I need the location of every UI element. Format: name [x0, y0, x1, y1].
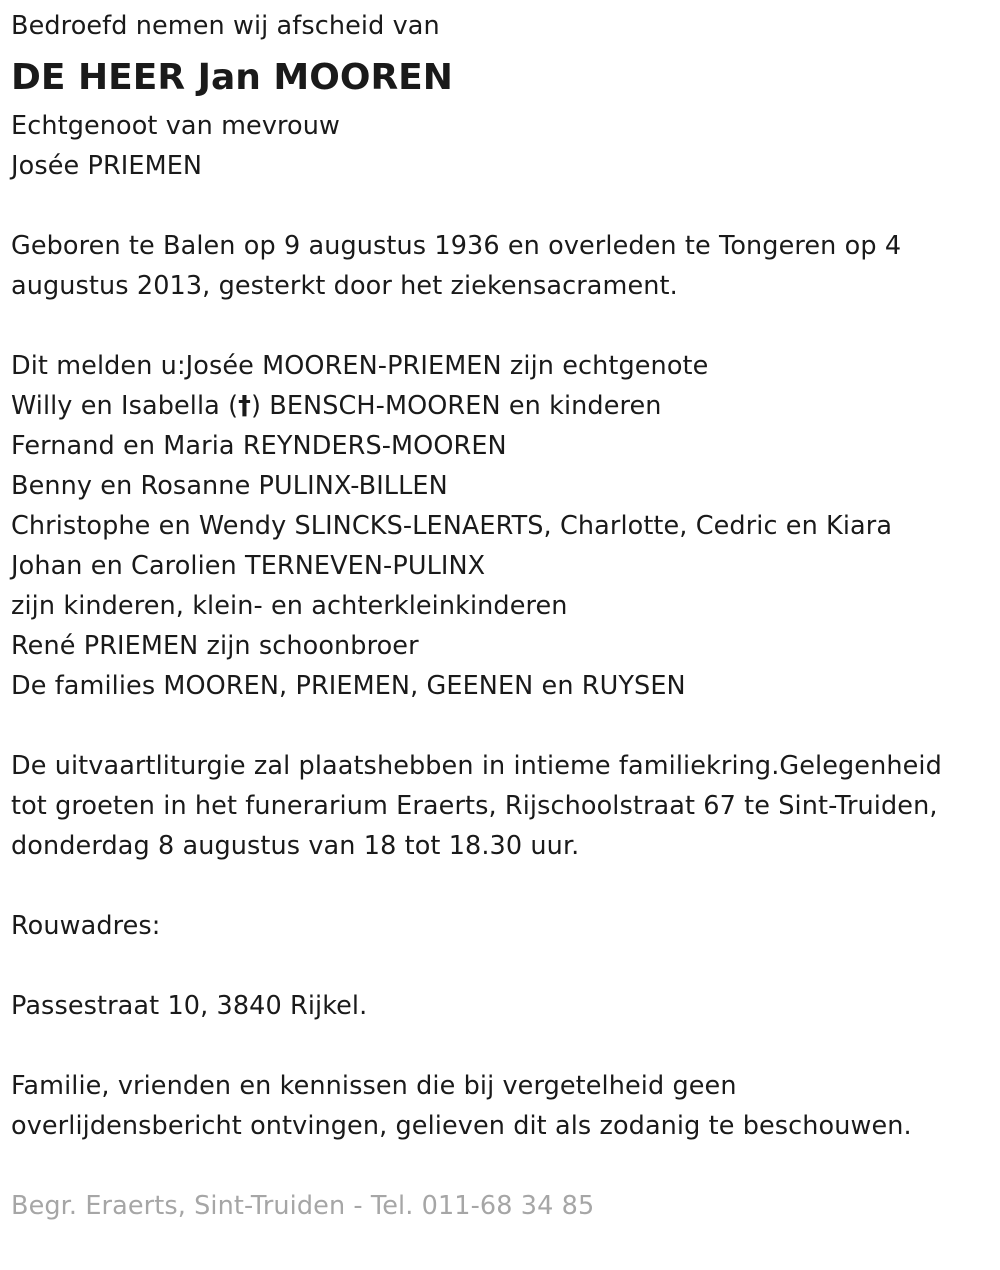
birth-death-line-1: Geboren te Balen op 9 augustus 1936 en overleden te Tongeren op 4 [11, 231, 902, 261]
announcer-line [11, 386, 996, 426]
spacer [11, 186, 996, 226]
spouse-line-2: Josée PRIEMEN [11, 151, 203, 181]
announcer-line: zijn kinderen, klein- en achterkleinkinderen [11, 591, 568, 621]
funeral-home-footer: Begr. Eraerts, Sint-Truiden - Tel. 011-68 34 85 [11, 1191, 595, 1221]
announcer-line: De families MOOREN, PRIEMEN, GEENEN en RUYSEN [11, 671, 686, 701]
announcer-line: Fernand en Maria REYNDERS-MOOREN [11, 431, 507, 461]
spacer [11, 1146, 996, 1186]
announcer-text: ) BENSCH-MOOREN en kinderen [250, 391, 662, 421]
spacer [11, 1026, 996, 1066]
spouse-line-1: Echtgenoot van mevrouw [11, 111, 340, 141]
announcer-line: René PRIEMEN zijn schoonbroer [11, 631, 419, 661]
announcer-line: Johan en Carolien TERNEVEN-PULINX [11, 551, 486, 581]
birth-death-line-2: augustus 2013, gesterkt door het ziekensacrament. [11, 271, 678, 301]
intro-text: Bedroefd nemen wij afscheid van [11, 11, 440, 41]
spacer [11, 866, 996, 906]
deceased-name: DE HEER Jan MOOREN [11, 57, 453, 98]
notice-line-1: Familie, vrienden en kennissen die bij vergetelheid geen [11, 1071, 737, 1101]
obituary-notice [11, 6, 996, 1226]
announcer-line: Dit melden u:Josée MOOREN-PRIEMEN zijn echtgenote [11, 351, 709, 381]
funeral-line-3: donderdag 8 augustus van 18 tot 18.30 uur. [11, 831, 580, 861]
spacer [11, 306, 996, 346]
spacer [11, 946, 996, 986]
mourning-address-label: Rouwadres: [11, 911, 161, 941]
announcer-line: Christophe en Wendy SLINCKS-LENAERTS, Charlotte, Cedric en Kiara [11, 511, 893, 541]
cross-icon: † [238, 391, 251, 421]
funeral-line-2: tot groeten in het funerarium Eraerts, Rijschoolstraat 67 te Sint-Truiden, [11, 791, 938, 821]
spacer [11, 706, 996, 746]
notice-line-2: overlijdensbericht ontvingen, gelieven dit als zodanig te beschouwen. [11, 1111, 912, 1141]
announcer-line: Benny en Rosanne PULINX-BILLEN [11, 471, 448, 501]
funeral-line-1: De uitvaartliturgie zal plaatshebben in intieme familiekring.Gelegenheid [11, 751, 942, 781]
mourning-address: Passestraat 10, 3840 Rijkel. [11, 991, 368, 1021]
announcer-text: Willy en Isabella ( [11, 391, 239, 421]
